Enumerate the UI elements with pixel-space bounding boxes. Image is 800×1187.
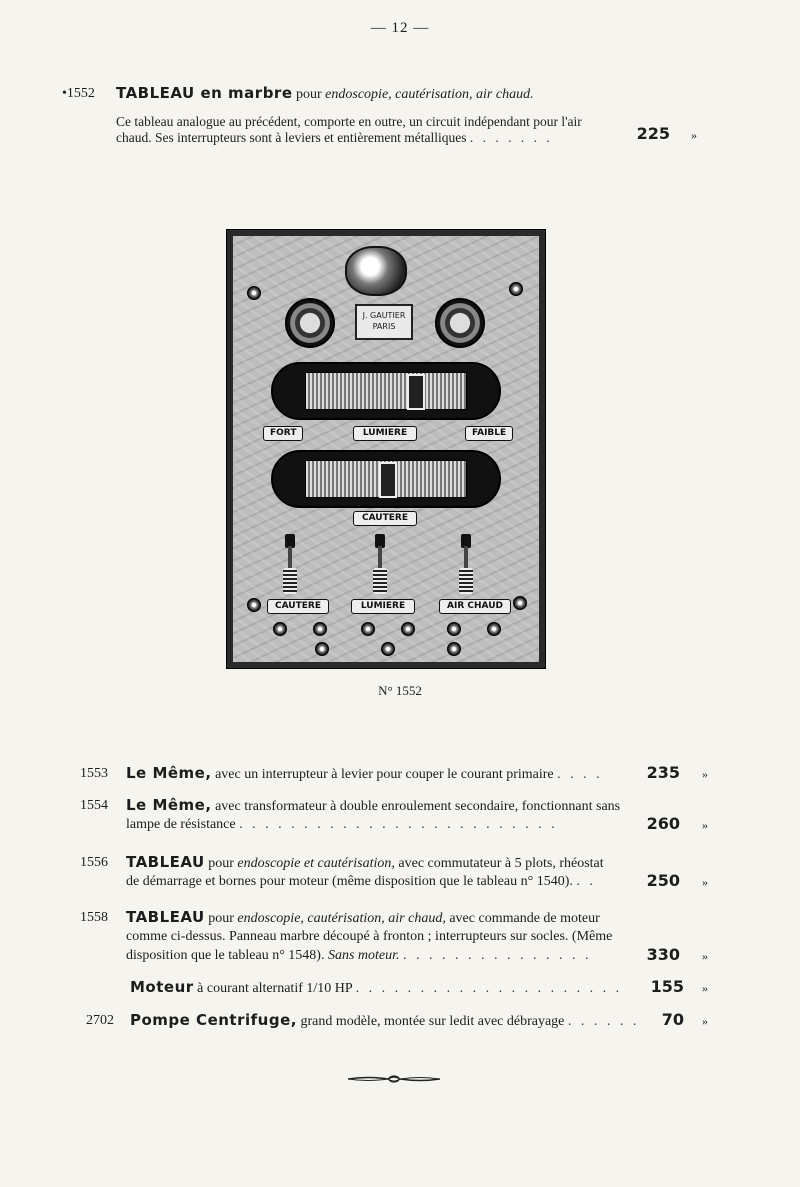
terminal-icon bbox=[513, 596, 527, 610]
item-title: TABLEAU bbox=[126, 853, 205, 871]
item-description-line2: chaud. Ses interrupteurs sont à leviers et entièrement métalliques bbox=[116, 130, 467, 145]
lever-switch-icon bbox=[285, 534, 295, 604]
maker-plate bbox=[355, 304, 413, 340]
item-description-line2: lampe de résistance bbox=[126, 817, 236, 832]
item-title-suffix-italic: endoscopie, cautérisation, air chaud. bbox=[325, 87, 534, 102]
ornament-divider-icon bbox=[348, 1072, 440, 1086]
lever-switch-icon bbox=[375, 534, 385, 604]
item-price: 250 bbox=[646, 871, 680, 890]
item-description-rest: avec commande de moteur bbox=[449, 911, 600, 926]
maker-city: PARIS bbox=[372, 322, 396, 331]
item-price: 70 bbox=[661, 1010, 684, 1029]
item-description-plain: pour bbox=[208, 911, 234, 926]
item-cents: » bbox=[702, 1014, 708, 1028]
item-number: 1554 bbox=[80, 798, 108, 813]
terminal-icon bbox=[361, 622, 375, 636]
item-description-line3-italic: Sans moteur. bbox=[327, 948, 400, 963]
leader-dots: . . . . . . . . . . . . . . . . . . . . . bbox=[355, 981, 623, 996]
item-price: 235 bbox=[646, 763, 680, 782]
item-title: Le Même, bbox=[126, 764, 212, 782]
leader-dots: . . . . bbox=[557, 767, 603, 782]
meter-right-icon bbox=[435, 298, 485, 348]
maker-name: J. GAUTIER bbox=[362, 311, 406, 320]
terminal-icon bbox=[487, 622, 501, 636]
item-title-suffix: pour bbox=[296, 87, 322, 102]
terminal-icon bbox=[447, 642, 461, 656]
page-number: — 12 — bbox=[370, 20, 430, 36]
item-title: TABLEAU bbox=[126, 908, 205, 926]
item-description-italic: endoscopie, cautérisation, air chaud, bbox=[237, 911, 446, 926]
rheostat-upper bbox=[271, 362, 501, 420]
terminal-icon bbox=[313, 622, 327, 636]
item-price: 155 bbox=[650, 977, 684, 996]
terminal-icon bbox=[247, 598, 261, 612]
terminal-icon bbox=[401, 622, 415, 636]
terminal-icon bbox=[247, 286, 261, 300]
main-switch-knob-icon bbox=[345, 246, 407, 296]
item-description-line3: disposition que le tableau n° 1548). bbox=[126, 948, 325, 963]
item-price: 225 bbox=[636, 124, 670, 143]
item-number: 1556 bbox=[80, 855, 108, 870]
item-number: 2702 bbox=[86, 1013, 114, 1028]
item-description-line1: Ce tableau analogue au précédent, comporte en outre, un circuit indépendant pour l'air bbox=[116, 114, 582, 129]
leader-dots: . . . . . . . . . . . . . . . . . . . . . . . . . bbox=[239, 817, 558, 832]
terminal-icon bbox=[273, 622, 287, 636]
rheostat-lower bbox=[271, 450, 501, 508]
terminal-icon bbox=[315, 642, 329, 656]
item-title: Moteur bbox=[130, 978, 194, 996]
label-cautere-bottom: CAUTERE bbox=[267, 599, 329, 614]
item-cents: » bbox=[702, 875, 708, 889]
item-description-plain: pour bbox=[208, 856, 234, 871]
item-description: avec un interrupteur à levier pour couper le courant primaire bbox=[215, 767, 554, 782]
item-description-line1: avec transformateur à double enroulement secondaire, fonctionnant sans bbox=[215, 799, 621, 814]
item-number: 1553 bbox=[80, 766, 108, 781]
item-description: grand modèle, montée sur ledit avec débrayage bbox=[300, 1014, 565, 1029]
item-title: TABLEAU en marbre bbox=[116, 84, 293, 102]
item-description-line2: de démarrage et bornes pour moteur (même disposition que le tableau n° 1540). bbox=[126, 874, 573, 889]
item-title: Le Même, bbox=[126, 796, 212, 814]
item-cents: » bbox=[702, 818, 708, 832]
label-faible: FAIBLE bbox=[465, 426, 513, 441]
item-number: •1552 bbox=[62, 86, 95, 101]
item-description-italic: endoscopie et cautérisation, bbox=[237, 856, 395, 871]
label-fort: FORT bbox=[263, 426, 303, 441]
leader-dots: . . . . . . . . . . . . . . . bbox=[403, 948, 592, 963]
terminal-icon bbox=[509, 282, 523, 296]
terminal-icon bbox=[447, 622, 461, 636]
marble-panel-illustration bbox=[226, 229, 546, 669]
item-price: 330 bbox=[646, 945, 680, 964]
label-cautere-mid: CAUTERE bbox=[353, 511, 417, 526]
figure-caption: N° 1552 bbox=[378, 683, 422, 698]
item-cents: » bbox=[691, 128, 697, 142]
item-cents: » bbox=[702, 949, 708, 963]
item-cents: » bbox=[702, 767, 708, 781]
item-description: à courant alternatif 1/10 HP bbox=[197, 981, 353, 996]
leader-dots: . . . . . . . bbox=[469, 130, 553, 145]
meter-left-icon bbox=[285, 298, 335, 348]
leader-dots: . . bbox=[576, 874, 596, 889]
lever-switch-icon bbox=[461, 534, 471, 604]
label-lumiere-bottom: LUMIERE bbox=[351, 599, 415, 614]
terminal-icon bbox=[381, 642, 395, 656]
item-number: 1558 bbox=[80, 910, 108, 925]
leader-dots: . . . . . . bbox=[567, 1014, 640, 1029]
item-cents: » bbox=[702, 981, 708, 995]
item-description-line2: comme ci-dessus. Panneau marbre découpé à fronton ; interrupteurs sur socles. (Même bbox=[126, 929, 613, 944]
item-title: Pompe Centrifuge, bbox=[130, 1011, 297, 1029]
item-description-rest: avec commutateur à 5 plots, rhéostat bbox=[398, 856, 604, 871]
label-lumiere-top: LUMIERE bbox=[353, 426, 417, 441]
item-price: 260 bbox=[646, 814, 680, 833]
label-air-chaud: AIR CHAUD bbox=[439, 599, 511, 614]
